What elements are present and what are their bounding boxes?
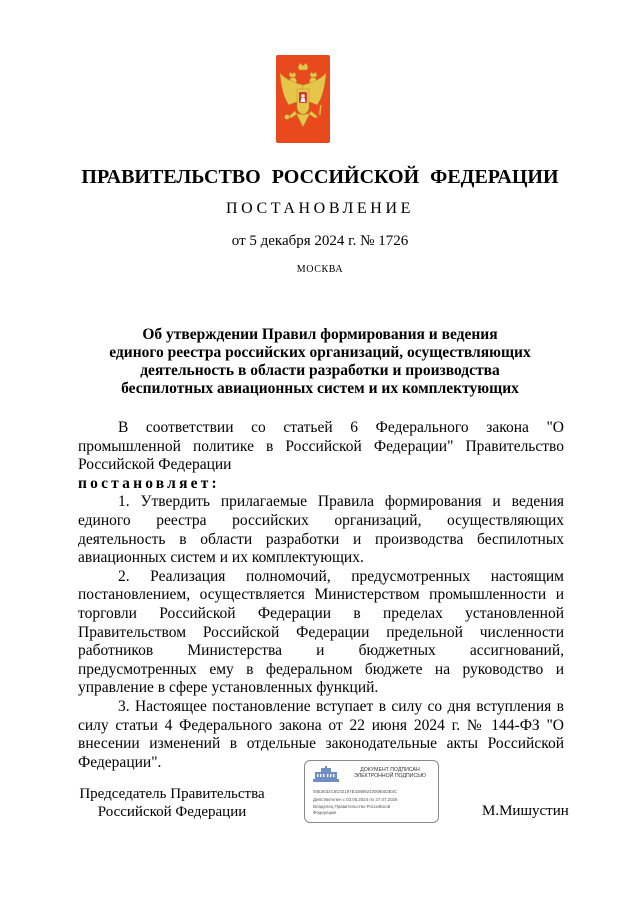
document-city: МОСКВА — [296, 264, 344, 275]
certificate-serial: 00E3632C6C02197E43889210008002B4C — [313, 789, 398, 794]
electronic-signature-stamp — [304, 760, 439, 823]
stamp-heading-line: ЭЛЕКТРОННОЙ ПОДПИСЬЮ — [354, 773, 426, 780]
clause-paragraph: 1. Утвердить прилагаемые Правила формирования и ведения единого реестра российских организаций, осуществляющих деятельность в области разработки и производства беспилотных авиационных систем и их комплектующих. — [78, 493, 564, 567]
document-subject — [90, 326, 550, 398]
document-body — [78, 419, 564, 772]
certificate-validity: Действителен с 03.05.2024 по 27.07.2025 — [313, 797, 398, 802]
signer-position — [72, 785, 272, 821]
subject-line: Об утверждении Правил формирования и ведения — [142, 326, 498, 343]
government-building-icon — [313, 766, 339, 782]
stamp-heading-line: ДОКУМЕНТ ПОДПИСАН — [360, 767, 420, 773]
stamp-heading — [343, 767, 437, 780]
signer-position-line: Российской Федерации — [97, 804, 247, 820]
clause-paragraph: 3. Настоящее постановление вступает в силу со дня вступления в силу статьи 4 Федерального закона от 22 июня 2024 г. № 144-ФЗ "О внесении изменений в отдельные законодательные акты Российской Федерации". — [78, 697, 564, 771]
document-type: ПОСТАНОВЛЕНИЕ — [226, 200, 414, 217]
document-date-number: от 5 декабря 2024 г. № 1726 — [231, 233, 409, 249]
subject-line: беспилотных авиационных систем и их комплектующих — [121, 380, 519, 397]
government-title: ПРАВИТЕЛЬСТВО РОССИЙСКОЙ ФЕДЕРАЦИИ — [81, 166, 559, 188]
preamble-paragraph — [78, 419, 564, 475]
preamble-text: В соответствии со статьей 6 Федерального закона "О промышленной политике в Российской Федерации" Правительство Российской Федерации — [78, 419, 564, 474]
double-headed-eagle-icon — [276, 55, 330, 143]
certificate-owner: Владелец Правительство Российской — [313, 804, 391, 809]
decree-word-paragraph — [78, 475, 564, 494]
subject-line: деятельность в области разработки и производства — [140, 362, 500, 379]
certificate-owner-cont: Федерации — [313, 810, 336, 815]
signer-position-line: Председатель Правительства — [79, 786, 265, 802]
state-emblem — [276, 55, 330, 143]
clause-paragraph: 2. Реализация полномочий, предусмотренных настоящим постановлением, осуществляется Министерством промышленности и торговли Российской Федерации в пределах установленной Правительством Российской Федерации предельной численности работников Министерства и бюджетных ассигнований, предусмотренных ему в федеральном бюджете на руководство и управление в сфере установленных функций. — [78, 567, 564, 697]
signer-name: М.Мишустин — [482, 803, 569, 819]
subject-line: единого реестра российских организаций, осуществляющих — [109, 344, 531, 361]
decree-word: постановляет: — [78, 474, 220, 492]
